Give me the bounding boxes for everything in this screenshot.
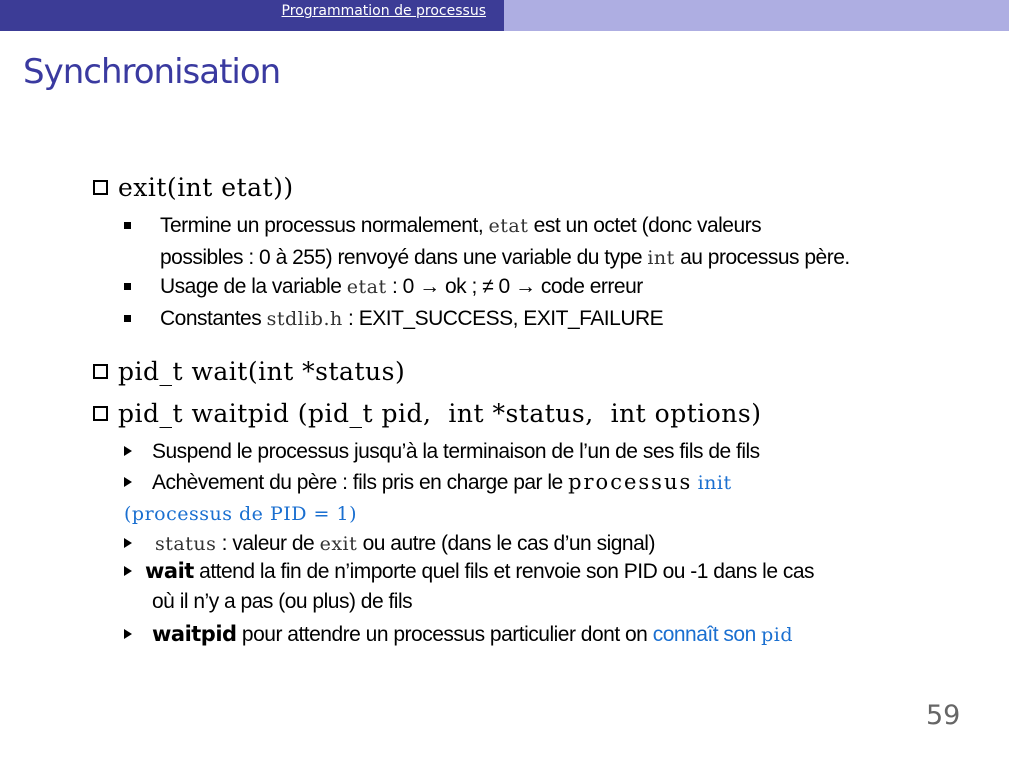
exit-heading — [93, 173, 294, 202]
text-blue: connaît son — [652, 623, 756, 646]
slide-title: Synchronisation — [23, 52, 281, 92]
keyword-wait: wait — [145, 559, 194, 583]
square-bullet-icon — [124, 315, 131, 322]
checkbox-bullet-icon — [93, 406, 108, 421]
square-bullet-icon — [124, 222, 131, 229]
triangle-bullet-icon — [124, 566, 132, 576]
triangle-bullet-icon — [124, 629, 132, 639]
text: : valeur de — [216, 532, 320, 555]
waitpid-heading-text: pid_t waitpid (pid_t pid, int *status, int options) — [118, 399, 762, 428]
keyword-waitpid: waitpid — [152, 622, 237, 646]
page-number: 59 — [926, 700, 961, 731]
text: Achèvement du père : fils pris en charge par le — [152, 471, 569, 494]
text: Constantes — [160, 307, 267, 330]
text: : 0 → ok ; ≠ 0 → code erreur — [386, 275, 643, 298]
exit-heading-text: exit(int etat)) — [118, 173, 294, 202]
text: Usage de la variable — [160, 275, 347, 298]
text: est un octet (donc valeurs — [528, 214, 762, 237]
exit-bullet-3 — [160, 303, 663, 335]
wait-bullet-2 — [152, 467, 732, 499]
code-exit: exit — [319, 533, 358, 555]
exit-bullet-1 — [160, 210, 850, 274]
text: : EXIT_SUCCESS, EXIT_FAILURE — [342, 307, 664, 330]
section-link[interactable]: Programmation de processus — [281, 3, 486, 19]
header-bar-light — [504, 0, 1009, 31]
triangle-bullet-icon — [124, 477, 132, 487]
wait-heading — [93, 357, 405, 386]
code-etat: etat — [346, 276, 387, 298]
code-stdlib: stdlib.h — [266, 308, 343, 330]
text: possibles : 0 à 255) renvoyé dans une variable du type — [160, 246, 648, 269]
code-init-pid: (processus de PID = 1) — [124, 503, 357, 525]
text: pour attendre un processus particulier dont on — [236, 623, 653, 646]
triangle-bullet-icon — [124, 538, 132, 548]
wait-bullet-5 — [152, 619, 793, 651]
text: au processus père. — [674, 246, 850, 269]
text: ou autre (dans le cas d’un signal) — [357, 532, 655, 555]
code-status: status — [155, 533, 217, 555]
code-etat: etat — [488, 215, 529, 237]
waitpid-heading — [93, 399, 762, 428]
wait-bullet-2-cont — [124, 498, 357, 530]
triangle-bullet-icon — [124, 446, 132, 456]
checkbox-bullet-icon — [93, 364, 108, 379]
square-bullet-icon — [124, 283, 131, 290]
wait-bullet-1: Suspend le processus jusqu’à la terminaison de l’un de ses fils de fils — [152, 440, 760, 463]
code-pid: pid — [761, 624, 794, 646]
code-int: int — [647, 247, 675, 269]
wait-heading-text: pid_t wait(int *status) — [118, 357, 406, 386]
text: processus — [568, 470, 693, 494]
exit-bullet-2 — [160, 271, 643, 303]
wait-bullet-4 — [145, 556, 814, 587]
wait-bullet-4-cont: où il n’y a pas (ou plus) de fils — [152, 590, 413, 613]
code-init: init — [697, 472, 732, 494]
text: Termine un processus normalement, — [160, 214, 489, 237]
text: attend la fin de n’importe quel fils et renvoie son PID ou -1 dans le cas — [193, 560, 815, 583]
checkbox-bullet-icon — [93, 180, 108, 195]
